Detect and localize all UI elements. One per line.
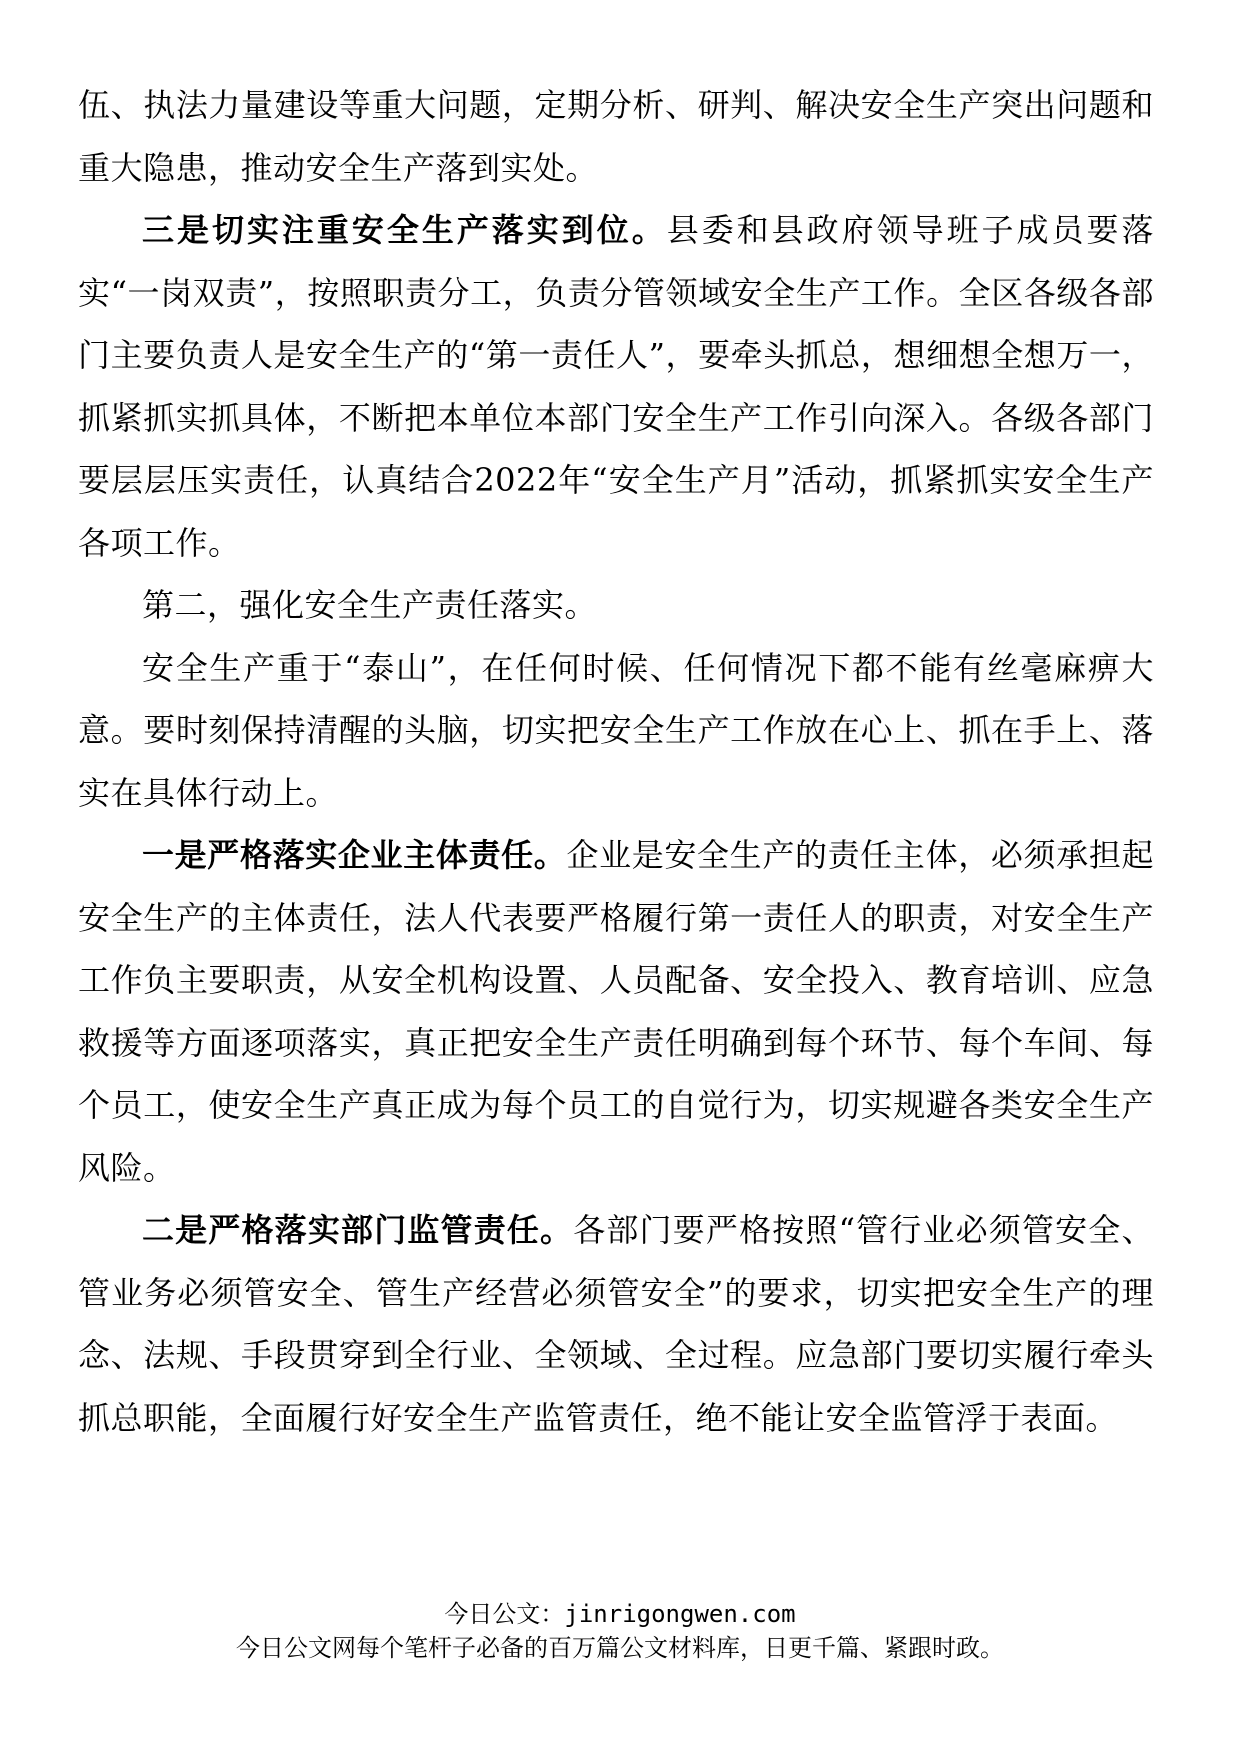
section-heading [78, 574, 1154, 637]
footer-tagline-text: 今日公文网每个笔杆子必备的百万篇公文材料库，日更千篇、紧跟时政。 [236, 1634, 1004, 1662]
paragraph-1-text: 伍、执法力量建设等重大问题，定期分析、研判、解决安全生产突出问题和重大隐患，推动安全生产落到实处。 [78, 86, 1154, 187]
paragraph-2-lead: 三是切实注重安全生产落实到位。 [142, 211, 667, 249]
paragraph-6-text: 各部门要严格按照“管行业必须管安全、管业务必须管安全、管生产经营必须管安全”的要求，切实把安全生产的理念、法规、手段贯穿到全行业、全领域、全过程。应急部门要切实履行牵头抓总职能，全面履行好安全生产监管责任，绝不能让安全监管浮于表面。 [78, 1211, 1154, 1437]
paragraph-6-lead: 二是严格落实部门监管责任。 [142, 1211, 574, 1249]
paragraph-1 [78, 74, 1154, 199]
paragraph-5 [78, 824, 1154, 1199]
footer-tagline [0, 1632, 1240, 1664]
paragraph-4-text: 安全生产重于“泰山”，在任何时候、任何情况下都不能有丝毫麻痹大意。要时刻保持清醒的头脑，切实把安全生产工作放在心上、抓在手上、落实在具体行动上。 [78, 648, 1154, 812]
footer-site-line [0, 1598, 1240, 1630]
paragraph-5-lead: 一是严格落实企业主体责任。 [142, 836, 567, 874]
paragraph-2 [78, 199, 1154, 574]
document-body [78, 74, 1154, 1449]
section-heading-text: 第二，强化安全生产责任落实。 [142, 586, 598, 624]
paragraph-2-text: 县委和县政府领导班子成员要落实“一岗双责”，按照职责分工，负责分管领域安全生产工作。全区各级各部门主要负责人是安全生产的“第一责任人”，要牵头抓总，想细想全想万一，抓紧抓实抓具体，不断把本单位本部门安全生产工作引向深入。各级各部门要层层压实责任，认真结合2022年“安全生产月”活动，抓紧抓实安全生产各项工作。 [78, 211, 1154, 562]
footer-site-link[interactable]: jinrigongwen.com [564, 1600, 796, 1628]
paragraph-5-text: 企业是安全生产的责任主体，必须承担起安全生产的主体责任，法人代表要严格履行第一责任人的职责，对安全生产工作负主要职责，从安全机构设置、人员配备、安全投入、教育培训、应急救援等方面逐项落实，真正把安全生产责任明确到每个环节、每个车间、每个员工，使安全生产真正成为每个员工的自觉行为，切实规避各类安全生产风险。 [78, 836, 1154, 1187]
paragraph-4 [78, 637, 1154, 825]
footer-site-label: 今日公文： [444, 1600, 565, 1628]
paragraph-6 [78, 1199, 1154, 1449]
